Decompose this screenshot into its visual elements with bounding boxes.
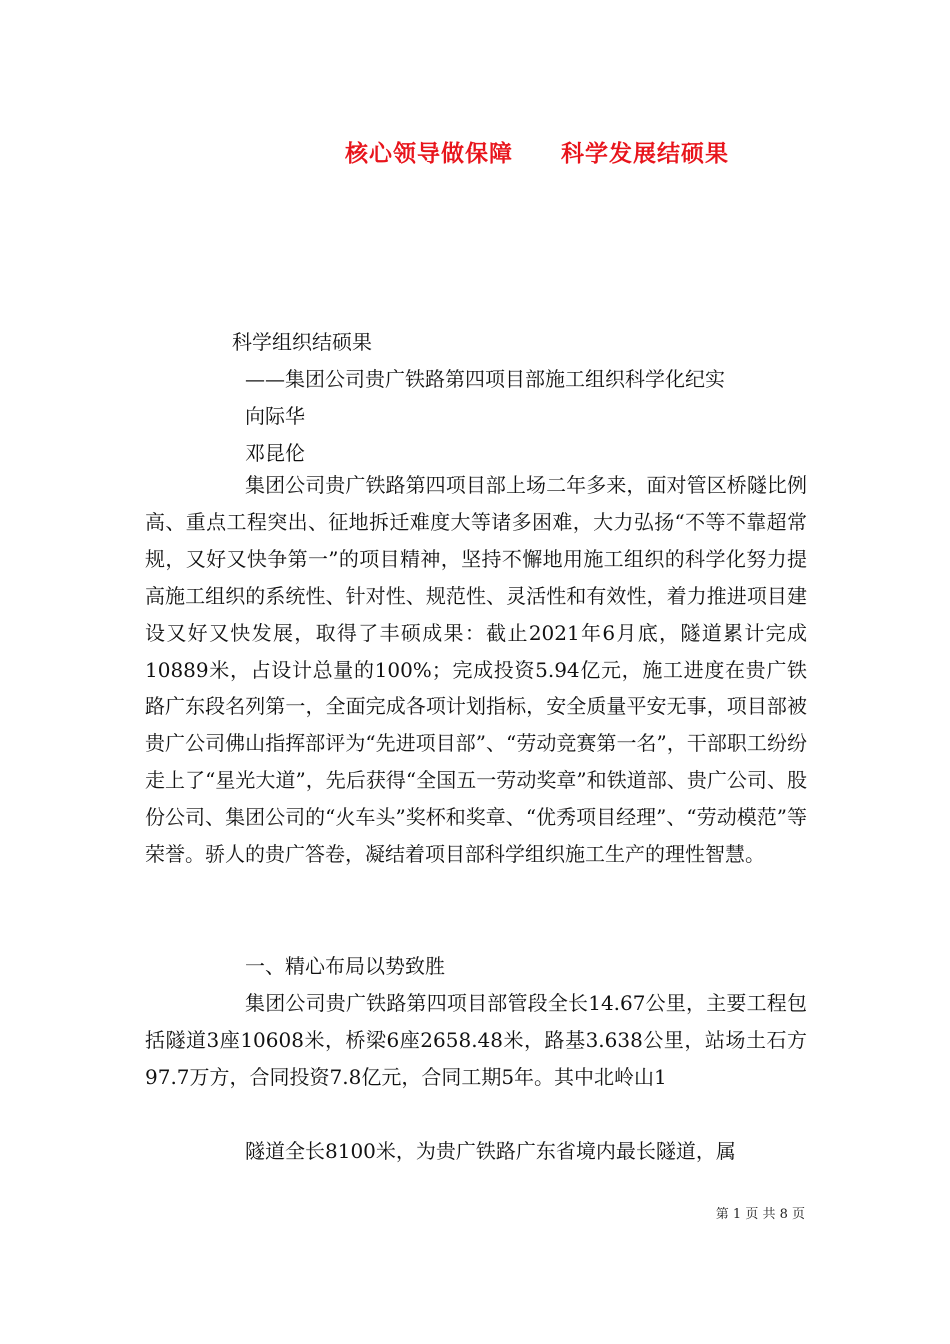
paragraph-2: 集团公司贵广铁路第四项目部管段全长14.67公里，主要工程包括隧道3座10608米，桥梁6座2658.48米，路基3.638公里，站场土石方97.7万方，合同投资7.8亿元，合同工期5年。其中北岭山1 [145, 991, 807, 1089]
author-1: 向际华 [245, 404, 305, 428]
paragraph-1: 集团公司贵广铁路第四项目部上场二年多来，面对管区桥隧比例高、重点工程突出、征地拆迁难度大等诸多困难，大力弘扬“不等不靠超常规，又好又快争第一”的项目精神，坚持不懈地用施工组织的科学化努力提高施工组织的系统性、针对性、规范性、灵活性和有效性，着力推进项目建设又好又快发展，取得了丰硕成果：截止2021年6月底，隧道累计完成10889米，占设计总量的100%；完成投资5.94亿元，施工进度在贵广铁路广东段名列第一，全面完成各项计划指标，安全质量平安无事，项目部被贵广公司佛山指挥部评为“先进项目部”、“劳动竞赛第一名”，干部职工纷纷走上了“星光大道”，先后获得“全国五一劳动奖章”和铁道部、贵广公司、股份公司、集团公司的“火车头”奖杯和奖章、“优秀项目经理”、“劳动模范”等荣誉。骄人的贵广答卷，凝结着项目部科学组织施工生产的理性智慧。 [145, 473, 807, 867]
author-2: 邓昆伦 [245, 441, 305, 465]
subtitle: 科学组织结硕果 [232, 330, 372, 354]
section-1-heading: 一、精心布局以势致胜 [245, 954, 445, 978]
title-part1: 核心领导做保障 [345, 140, 513, 167]
page-footer: 第 1 页 共 8 页 [715, 1207, 805, 1222]
paragraph-3: 隧道全长8100米，为贵广铁路广东省境内最长隧道，属 [245, 1139, 736, 1163]
title-part2: 科学发展结硕果 [561, 140, 729, 167]
dash-subtitle: ——集团公司贵广铁路第四项目部施工组织科学化纪实 [245, 367, 725, 391]
